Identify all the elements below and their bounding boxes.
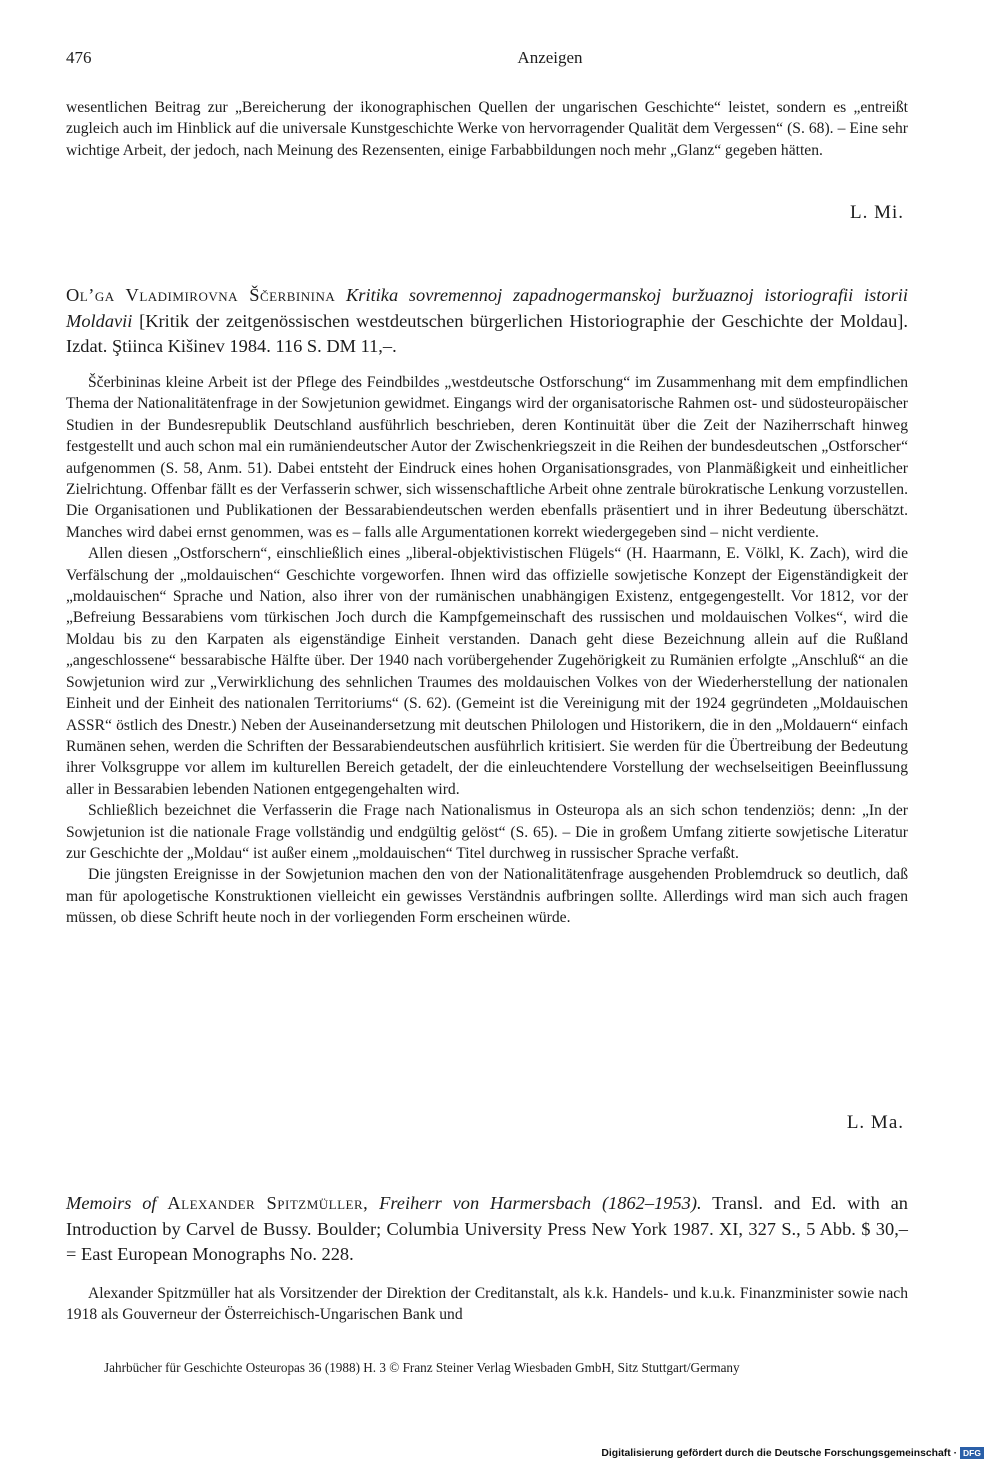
review2-title	[66, 283, 908, 360]
running-title: Anzeigen	[517, 48, 583, 67]
review2-paragraph-3: Schließlich bezeichnet die Verfasserin die Frage nach Nationalismus in Osteuropa als an sich schon tendenziös; denn: „In der Sowjetunion ist die nationale Frage vollständig und endgültig gelöst“ (S. 65). – Die in großem Umfang zitierte sowjetische Literatur zur Geschichte der „Moldau“ ist außer einem „moldauischen“ Titel durchweg in russischer Sprache verfaßt.	[66, 802, 908, 862]
review2-signature: L. Ma.	[846, 1112, 904, 1133]
review1-signature: L. Mi.	[849, 202, 904, 223]
dfg-funding-note	[601, 1447, 984, 1459]
page-header	[66, 48, 908, 74]
page-footer: Jahrbücher für Geschichte Osteuropas 36 (1988) H. 3 © Franz Steiner Verlag Wiesbaden GmbH, Sitz Stuttgart/Germany	[104, 1360, 740, 1375]
review3-title-italic: Freiherr von Harmersbach (1862–1953).	[379, 1193, 702, 1213]
review3-body	[66, 1283, 908, 1326]
review2-paragraph-1: Ščerbininas kleine Arbeit ist der Pflege des Feindbildes „westdeutsche Ostforschung“ im Zusammenhang mit dem empfindlichen Thema der Nationalitätenfrage in der Sowjetunion gewidmet. Eingangs wird der organisatorische Rahmen ost- und südosteuropäischer Studien in der Bundesrepublik Deutschland ausführlich beschrieben, deren Kontinuität über die Zeit der Naziherrschaft hinweg festgestellt und auch schon mal ein rumäniendeutscher Autor der Zwischenkriegszeit in die Reihen der bundesdeutschen „Ostforscher“ aufgenommen (S. 58, Anm. 51). Dabei entsteht der Eindruck eines hohen Organisationsgrades, von Planmäßigkeit und einheitlicher Zielrichtung. Offenbar fällt es der Verfasserin schwer, sich wissenschaftliche Arbeit ohne zentrale bürokratische Lenkung vorzustellen. Die Organisationen und Publikationen der Bessarabiendeutschen werden ebenfalls präsentiert und in ihrer Bedeutung überschätzt. Manches wird dabei ernst genommen, was es – falls alle Argumentationen korrekt wiedergegeben sind – nicht verdiente.	[66, 374, 908, 541]
review2-body	[66, 372, 908, 929]
review3-title	[66, 1191, 908, 1268]
review2-title-rest: [Kritik der zeitgenössischen westdeutschen bürgerlichen Historiographie der Geschichte der Moldau]. Izdat. Ştiinca Kišinev 1984. 116 S. DM 11,–.	[66, 310, 908, 357]
review3-paragraph: Alexander Spitzmüller hat als Vorsitzender der Direktion der Creditanstalt, als k.k. Handels- und k.u.k. Finanzminister sowie nach 1918 als Gouverneur der Österreichisch-Ungarischen Bank und	[66, 1285, 908, 1324]
dfg-funding-text: Digitalisierung gefördert durch die Deutsche Forschungsgemeinschaft ·	[601, 1447, 958, 1459]
review3-title-prefix: Memoirs of	[66, 1193, 157, 1213]
review2-title-italic: Kritika sovremennoj zapadnogermanskoj buržuaznoj istoriografii istorii Moldavii	[66, 285, 908, 331]
review3-title-rest: Transl. and Ed. with an Introduction by Carvel de Bussy. Boulder; Columbia University Press New York 1987. XI, 327 S., 5 Abb. $ 30,– = East European Monographs No. 228.	[66, 1193, 908, 1265]
review2-paragraph-2: Allen diesen „Ostforschern“, einschließlich eines „liberal-objektivistischen Flügels“ (H. Haarmann, E. Völkl, K. Zach), wird die Verfälschung der „moldauischen“ Geschichte vorgeworfen. Ihnen wird das offizielle sowjetische Konzept der Eigenständigkeit der „moldauischen“ Sprache und Nation, also ihrer von der rumänischen unabhängigen Existenz, entgegengestellt. Vor 1812, vor der „Befreiung Bessarabiens vom türkischen Joch durch die Kampfgemeinschaft des russischen und moldauischen Volkes“, wird die Moldau bis zu den Karpaten als eigenständige Einheit verstanden. Danach geht diese Bezeichnung allein auf die Rußland „angeschlossene“ bessarabische Hälfte über. Der 1940 nach vorübergehender Zugehörigkeit zu Rumänien erfolgte „Anschluß“ an die Sowjetunion wird zur „Verwirklichung des sehnlichen Traumes des moldauischen Volkes von der Wiederherstellung der nationalen Einheit und der Einheit des nationalen Territoriums“ (S. 62). (Gemeint ist die Vereinigung mit der 1924 gegründeten „Moldauischen ASSR“ östlich des Dnestr.) Neben der Auseinandersetzung mit deutschen Philologen und Historikern, die in den „Moldauern“ einfach Rumänen sehen, werden die Schriften der Bessarabiendeutschen ausführlich kritisiert. Sie werden für die Übertreibung der Bedeutung ihrer Volksgruppe vor allem im kulturellen Bereich getadelt, der die einleuchtendere Vorstellung der wechselseitigen Beeinflussung aller in Bessarabien lebenden Nationen entgegengehalten wird.	[66, 545, 908, 798]
dfg-logo: DFG	[960, 1447, 984, 1459]
review1-body	[66, 97, 908, 161]
review2-paragraph-4: Die jüngsten Ereignisse in der Sowjetunion machen den von der Nationalitätenfrage ausgehenden Problemdruck so deutlich, daß man für apologetische Konstruktionen vielleicht ein gewisses Verständnis aufbringen sollte. Allerdings wird man sich auch fragen müssen, ob diese Schrift heute noch in der vorliegenden Form erscheinen würde.	[66, 866, 908, 927]
page-number: 476	[66, 48, 92, 67]
review2-author: Ol’ga Vladimirovna Ščerbinina	[66, 285, 336, 305]
review1-paragraph: wesentlichen Beitrag zur „Bereicherung der ikonographischen Quellen der ungarischen Geschichte“ leistet, sondern es „entreißt zugleich auch im Hinblick auf die universale Kunstgeschichte Werke von hervorragender Qualität dem Vergessen“ (S. 68). – Eine sehr wichtige Arbeit, der jedoch, nach Meinung des Rezensenten, einige Farbabbildungen noch mehr „Glanz“ gegeben hätten.	[66, 99, 908, 159]
review3-author: Alexander Spitzmüller,	[167, 1193, 369, 1213]
